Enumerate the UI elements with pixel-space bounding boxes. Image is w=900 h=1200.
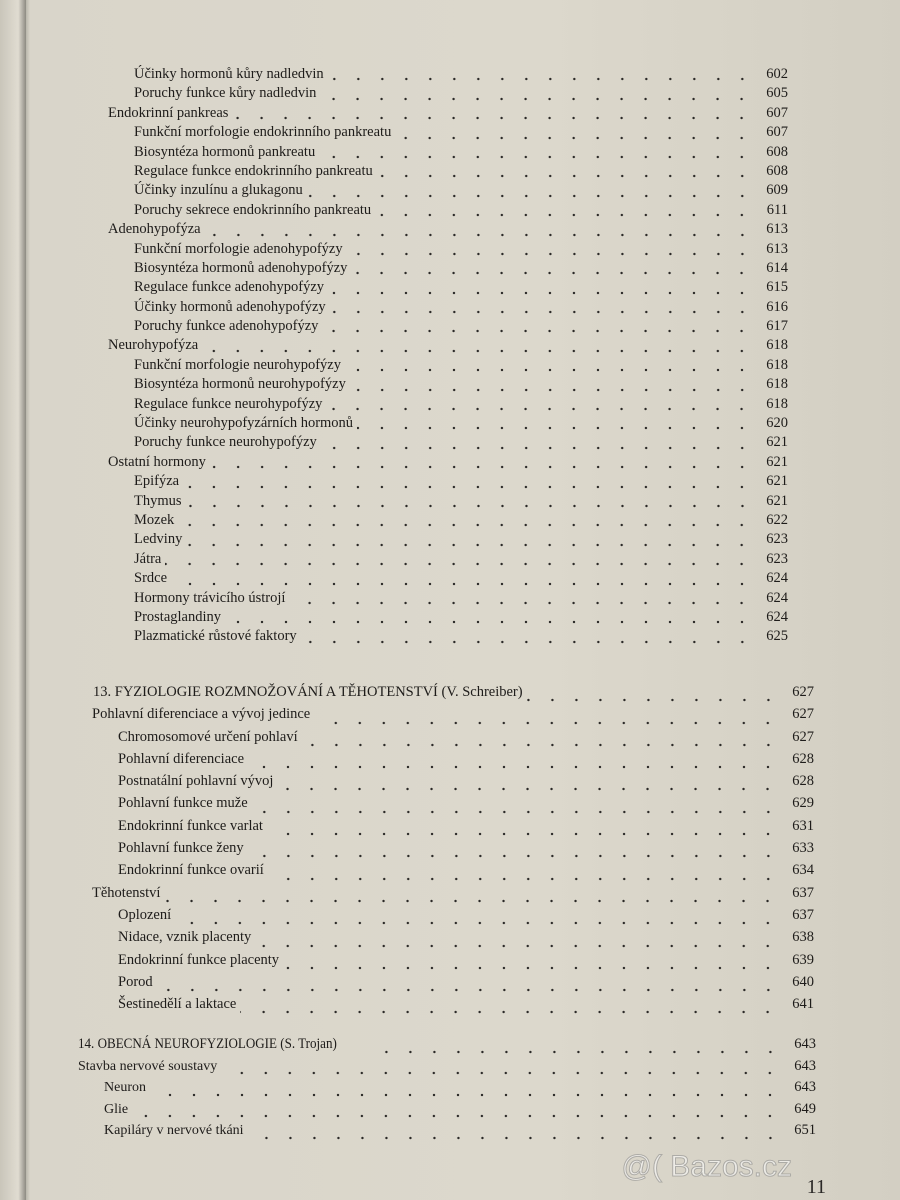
dot-leader <box>320 97 754 101</box>
dot-leader <box>171 582 754 586</box>
toc-entry <box>92 818 814 840</box>
chapter-heading <box>93 684 814 706</box>
toc-entry <box>108 85 788 104</box>
entry-page-number: 607 <box>766 124 788 141</box>
entry-title: Neuron <box>104 1080 146 1095</box>
entry-title: Glie <box>104 1101 129 1117</box>
entry-title: Účinky hormonů adenohypofýzy <box>134 298 326 315</box>
entry-title: Endokrinní pankreas <box>108 104 229 121</box>
entry-page-number: 602 <box>766 66 788 82</box>
entry-title: Kapiláry v nervové tkáni <box>104 1123 244 1138</box>
dot-leader <box>527 698 780 702</box>
entry-page-number: 651 <box>794 1122 816 1138</box>
entry-title: Regulace funkce adenohypofýzy <box>134 279 325 296</box>
entry-page-number: 618 <box>766 337 788 354</box>
dot-leader <box>150 1093 782 1097</box>
dot-leader <box>283 966 780 970</box>
entry-page-number: 607 <box>766 104 788 121</box>
entry-page-number: 643 <box>794 1036 816 1052</box>
entry-title: Ledviny <box>134 531 183 548</box>
entry-page-number: 621 <box>766 492 788 509</box>
watermark-logo: @( Bazos.cz <box>621 1150 792 1183</box>
entry-title: Plazmatické růstové faktory <box>134 628 297 645</box>
entry-page-number: 641 <box>792 996 814 1013</box>
entry-page-number: 624 <box>766 570 788 587</box>
toc-entry <box>108 241 788 260</box>
entry-title: Těhotenství <box>92 884 161 901</box>
page-number: 11 <box>806 1176 826 1198</box>
dot-leader <box>277 787 780 791</box>
toc-entry <box>108 337 788 356</box>
dot-leader <box>240 1010 780 1014</box>
entry-title: Účinky neurohypofyzárních hormonů <box>134 415 354 432</box>
entry-title: Endokrinní funkce varlat <box>118 817 263 834</box>
entry-title: Účinky hormonů kůry nadledvin <box>134 66 324 82</box>
entry-title: 14. OBECNÁ NEUROFYZIOLOGIE (S. Trojan) <box>78 1036 337 1052</box>
entry-page-number: 623 <box>766 531 788 548</box>
dot-leader <box>175 921 780 925</box>
entry-title: Poruchy funkce kůry nadledvin <box>134 85 317 102</box>
dot-leader <box>328 77 754 81</box>
entry-page-number: 637 <box>792 906 814 923</box>
entry-page-number: 637 <box>792 884 814 901</box>
entry-page-number: 627 <box>792 728 814 745</box>
entry-page-number: 629 <box>792 795 814 812</box>
entry-page-number: 639 <box>792 951 814 968</box>
entry-page-number: 627 <box>792 684 814 700</box>
toc-entry <box>92 862 814 884</box>
entry-title: Adenohypofýza <box>108 221 201 238</box>
toc-entry <box>92 929 814 951</box>
entry-page-number: 605 <box>766 85 788 102</box>
toc-entry <box>108 124 788 143</box>
entry-page-number: 631 <box>792 817 814 834</box>
entry-page-number: 638 <box>792 929 814 946</box>
entry-title: Biosyntéza hormonů neurohypofýzy <box>134 376 346 393</box>
entry-title: Postnatální pohlavní vývoj <box>118 773 274 790</box>
toc-entry <box>108 531 788 550</box>
toc-section-13 <box>92 684 814 1018</box>
dot-leader <box>232 116 754 120</box>
entry-page-number: 618 <box>766 376 788 393</box>
dot-leader <box>330 310 754 314</box>
entry-title: Epifýza <box>134 473 180 490</box>
dot-leader <box>321 446 754 450</box>
dot-leader <box>183 485 754 489</box>
toc-entry <box>92 974 814 996</box>
entry-page-number: 617 <box>766 318 788 335</box>
entry-page-number: 620 <box>766 415 788 432</box>
dot-leader <box>157 988 780 992</box>
toc-entry <box>108 551 788 570</box>
toc-entry <box>92 795 814 817</box>
entry-title: Funkční morfologie neurohypofýzy <box>134 356 341 373</box>
toc-section-14 <box>78 1036 816 1144</box>
entry-page-number: 618 <box>766 356 788 373</box>
toc-entry <box>108 376 788 395</box>
toc-entry <box>78 1058 816 1080</box>
toc-entry <box>108 454 788 473</box>
dot-leader <box>255 944 780 948</box>
entry-title: Pohlavní diferenciace <box>118 750 245 767</box>
dot-leader <box>347 252 754 256</box>
entry-title: Biosyntéza hormonů pankreatu <box>134 143 316 160</box>
toc-entry <box>92 885 814 907</box>
dot-leader <box>326 407 754 411</box>
dot-leader <box>132 1114 782 1118</box>
dot-leader <box>186 543 754 547</box>
entry-page-number: 621 <box>766 473 788 490</box>
dot-leader <box>248 854 780 858</box>
entry-page-number: 628 <box>792 750 814 767</box>
dot-leader <box>350 388 754 392</box>
entry-title: Nidace, vznik placenty <box>118 929 252 946</box>
toc-entry <box>108 396 788 415</box>
dot-leader <box>248 765 780 769</box>
entry-title: Regulace funkce neurohypofýzy <box>134 395 323 412</box>
entry-title: Poruchy funkce adenohypofýzy <box>134 318 319 335</box>
entry-page-number: 613 <box>766 221 788 238</box>
entry-title: Ostatní hormony <box>108 453 206 470</box>
dot-leader <box>395 136 754 140</box>
dot-leader <box>267 832 780 836</box>
entry-title: Poruchy funkce neurohypofýzy <box>134 434 317 451</box>
dot-leader <box>248 1136 782 1140</box>
entry-title: Funkční morfologie adenohypofýzy <box>134 240 343 257</box>
dot-leader <box>351 271 754 275</box>
toc-entry <box>108 493 788 512</box>
dot-leader <box>202 349 754 353</box>
entry-title: Oplození <box>118 906 172 923</box>
dot-leader <box>268 877 780 881</box>
toc-entry <box>92 907 814 929</box>
entry-page-number: 616 <box>766 298 788 315</box>
toc-entry <box>108 144 788 163</box>
entry-title: 13. FYZIOLOGIE ROZMNOŽOVÁNÍ A TĚHOTENSTVÍ (V. Schreiber) <box>93 684 523 700</box>
toc-entry <box>108 570 788 589</box>
dot-leader <box>301 640 754 644</box>
dot-leader <box>322 329 754 333</box>
toc-entry <box>92 952 814 974</box>
toc-entry <box>78 1101 816 1123</box>
toc-entry <box>108 318 788 337</box>
toc-entry <box>78 1122 816 1144</box>
entry-title: Endokrinní funkce placenty <box>118 951 280 968</box>
entry-title: Pohlavní funkce ženy <box>118 840 244 857</box>
toc-entry <box>108 260 788 279</box>
toc-entry <box>92 840 814 862</box>
dot-leader <box>164 899 780 903</box>
entry-page-number: 608 <box>766 162 788 179</box>
dot-leader <box>205 233 754 237</box>
dot-leader <box>328 291 754 295</box>
toc-entry <box>108 434 788 453</box>
dot-leader <box>319 155 754 159</box>
entry-page-number: 608 <box>766 143 788 160</box>
entry-title: Poruchy sekrece endokrinního pankreatu <box>134 201 372 218</box>
entry-page-number: 609 <box>766 182 788 199</box>
dot-leader <box>375 213 754 217</box>
dot-leader <box>370 1050 782 1054</box>
toc-entry <box>108 357 788 376</box>
entry-title: Stavba nervové soustavy <box>78 1058 218 1074</box>
dot-leader <box>302 743 780 747</box>
entry-title: Účinky inzulínu a glukagonu <box>134 182 303 199</box>
toc-entry <box>92 773 814 795</box>
dot-leader <box>225 620 754 624</box>
entry-title: Funkční morfologie endokrinního pankreatu <box>134 124 392 141</box>
dot-leader <box>178 523 754 527</box>
entry-page-number: 621 <box>766 453 788 470</box>
toc-entry <box>92 706 814 728</box>
dot-leader <box>221 1071 782 1075</box>
toc-entry <box>108 299 788 318</box>
entry-page-number: 643 <box>794 1079 816 1095</box>
toc-entry <box>108 279 788 298</box>
entry-title: Chromosomové určení pohlaví <box>118 728 298 745</box>
entry-title: Thymus <box>134 492 182 509</box>
dot-leader <box>345 368 754 372</box>
entry-title: Játra <box>134 550 162 567</box>
toc-entry <box>108 163 788 182</box>
entry-page-number: 611 <box>766 201 788 218</box>
toc-entry <box>108 202 788 221</box>
dot-leader <box>377 174 754 178</box>
toc-entry <box>78 1079 816 1101</box>
entry-page-number: 627 <box>792 706 814 723</box>
toc-entry <box>108 182 788 201</box>
entry-page-number: 613 <box>766 240 788 257</box>
entry-page-number: 614 <box>766 259 788 276</box>
dot-leader <box>357 426 754 430</box>
entry-page-number: 624 <box>766 589 788 606</box>
entry-page-number: 618 <box>766 395 788 412</box>
dot-leader <box>210 465 754 469</box>
toc-entry <box>108 105 788 124</box>
dot-leader <box>165 562 754 566</box>
entry-page-number: 623 <box>766 550 788 567</box>
entry-title: Neurohypofýza <box>108 337 199 354</box>
entry-page-number: 615 <box>766 279 788 296</box>
toc-entry <box>92 996 814 1018</box>
dot-leader <box>307 194 754 198</box>
entry-title: Mozek <box>134 511 175 528</box>
dot-leader <box>289 601 754 605</box>
entry-page-number: 643 <box>794 1057 816 1074</box>
toc-entry <box>108 221 788 240</box>
entry-page-number: 622 <box>766 511 788 528</box>
toc-entry <box>108 590 788 609</box>
toc-section-endocrine <box>108 66 788 648</box>
entry-title: Endokrinní funkce ovarií <box>118 862 264 879</box>
entry-page-number: 624 <box>766 608 788 625</box>
toc-entry <box>108 66 788 85</box>
entry-page-number: 634 <box>792 862 814 879</box>
toc-entry <box>92 751 814 773</box>
previous-page-edge <box>0 0 26 1200</box>
entry-title: Porod <box>118 973 153 990</box>
entry-title: Prostaglandiny <box>134 608 221 625</box>
toc-entry <box>92 729 814 751</box>
toc-entry <box>108 415 788 434</box>
entry-title: Biosyntéza hormonů adenohypofýzy <box>134 259 348 276</box>
chapter-heading <box>78 1036 816 1058</box>
entry-page-number: 628 <box>792 773 814 790</box>
dot-leader <box>252 810 780 814</box>
dot-leader <box>314 721 780 725</box>
entry-title: Pohlavní funkce muže <box>118 795 248 812</box>
toc-entry <box>108 512 788 531</box>
dot-leader <box>186 504 754 508</box>
entry-page-number: 625 <box>766 628 788 645</box>
toc-entry <box>108 609 788 628</box>
toc-entry <box>108 473 788 492</box>
entry-title: Srdce <box>134 570 168 587</box>
entry-title: Pohlavní diferenciace a vývoj jedince <box>92 706 311 723</box>
entry-title: Regulace funkce endokrinního pankreatu <box>134 162 373 179</box>
entry-title: Šestinedělí a laktace <box>118 996 237 1013</box>
entry-page-number: 621 <box>766 434 788 451</box>
entry-page-number: 640 <box>792 973 814 990</box>
entry-page-number: 633 <box>792 840 814 857</box>
toc-entry <box>108 628 788 647</box>
entry-title: Hormony trávicího ústrojí <box>134 589 286 606</box>
entry-page-number: 649 <box>794 1100 816 1117</box>
